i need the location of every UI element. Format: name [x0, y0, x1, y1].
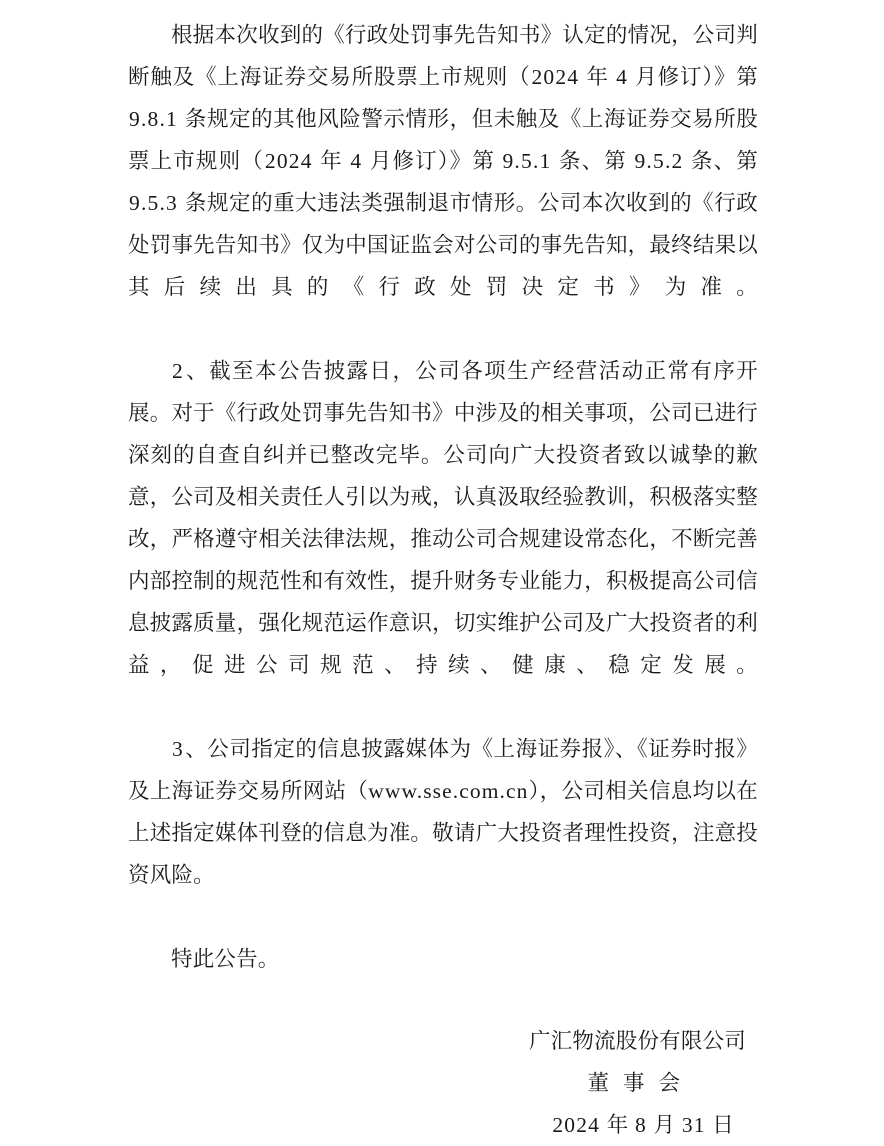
signature-issuer: 董事会	[587, 1071, 694, 1095]
signature-date: 2024 年 8 月 31 日	[552, 1113, 734, 1137]
paragraph-2: 2、截至本公告披露日，公司各项生产经营活动正常有序开展。对于《行政处罚事先告知书》中涉及的相关事项，公司已进行深刻的自查自纠并已整改完毕。公司向广大投资者致以诚挚的歉意，公司及相关责任人引以为戒，认真汲取经验教训，积极落实整改，严格遵守相关法律法规，推动公司合规建设常态化，不断完善内部控制的规范性和有效性，提升财务专业能力，积极提高公司信息披露质量，强化规范运作意识，切实维护公司及广大投资者的利益，促进公司规范、持续、健康、稳定发展。	[128, 359, 758, 677]
signature-spacer	[128, 980, 758, 1020]
paragraph-spacer	[128, 896, 758, 938]
sse-website-url: www.sse.com.cn	[368, 779, 529, 803]
document-body	[128, 14, 758, 1146]
signature-block	[128, 1020, 758, 1146]
signature-company-name: 广汇物流股份有限公司	[528, 1029, 746, 1053]
paragraph-1: 根据本次收到的《行政处罚事先告知书》认定的情况，公司判断触及《上海证券交易所股票上市规则（2024 年 4 月修订）》第 9.8.1 条规定的其他风险警示情形，但未触及《上海证券交易所股票上市规则（2024 年 4 月修订）》第 9.5.1 条、第 9.5.2 条、第 9.5.3 条规定的重大违法类强制退市情形。公司本次收到的《行政处罚事先告知书》仅为中国证监会对公司的事先告知，最终结果以其后续出具的《行政处罚决定书》为准。	[128, 23, 758, 299]
closing-statement: 特此公告。	[171, 947, 280, 971]
paragraph-3: 3、公司指定的信息披露媒体为《上海证券报》、《证券时报》及上海证券交易所网站（www.sse.com.cn），公司相关信息均以在上述指定媒体刊登的信息为准。敬请广大投资者理性投资，注意投资风险。	[128, 737, 759, 887]
